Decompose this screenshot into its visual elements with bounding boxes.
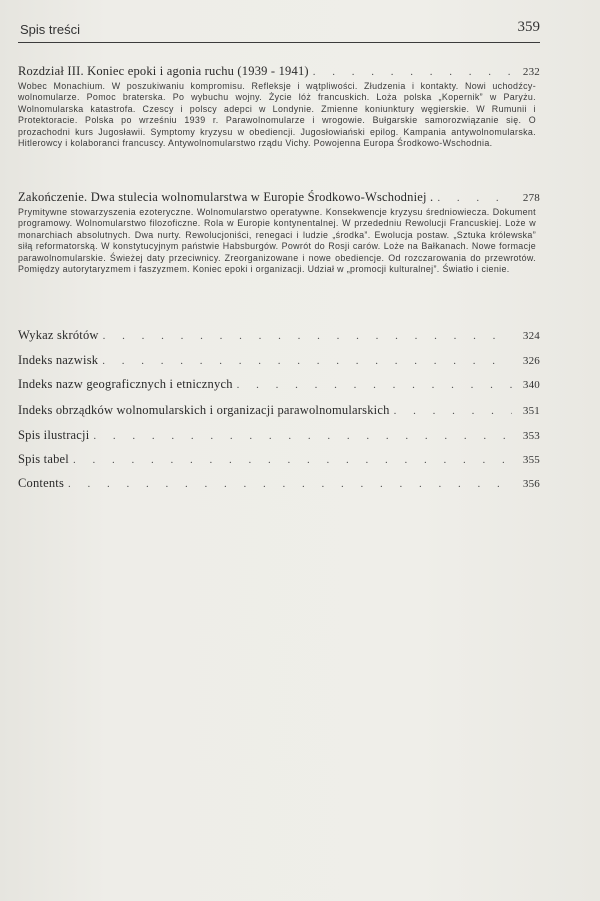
toc-page-number: 326 [522,355,540,367]
toc-page-number: 278 [522,192,540,204]
toc-page-number: 340 [522,379,540,391]
toc-page-number: 324 [522,330,540,342]
toc-entry [18,475,540,492]
dot-leader [313,64,512,80]
toc-chapter [18,189,540,275]
toc-chapter-summary: Wobec Monachium. W poszukiwaniu kompromisu. Refleksje i wątpliwości. Złudzenia i kontakty. Nowi uchodźcy-wolnomularze. Pomoc braterska. Po wybuchu wojny. Życie lóż francuskich. Loża polska „Kopernik” w Paryżu. Wolnomularska katastrofa. Czescy i polscy adepci w Londynie. Zmienne koniunktury węgierskie. W Rumunii i Protektoracie. Polska po wrześniu 1939 r. Parawolnomularze i wrogowie. Bułgarskie samorozwiązanie się. O prozachodni kurs Jugosławii. Symptomy kryzysu w obediencji. Jugosłowiański epilog. Kampania antywolnomularska. Hitlerowcy i kolaboranci francuscy. Antywolnomularstwo rządu Vichy. Powojenna Europa Środkowo-Wschodnia. [18,81,536,149]
toc-entry [18,376,540,393]
toc-entry-title: Indeks obrządków wolnomularskich i organizacji parawolnomularskich [18,403,390,417]
dot-leader [68,476,512,492]
dot-leader [93,428,512,444]
dot-leader [394,403,512,419]
toc-entry-title: Indeks nazw geograficznych i etnicznych [18,377,233,391]
toc-chapter-summary: Prymitywne stowarzyszenia ezoteryczne. Wolnomularstwo operatywne. Konsekwencje kryzysu średniowiecza. Dokument programowy. Wolnomularstwo filozoficzne. Rola w Europie kontynentalnej. W przededniu Rewolucji Francuskiej. Loże w monarchiach absolutnych. Dwa nurty. Rewolucjoniści, renegaci i ludzie „środka”. Ewolucja postaw. „Sztuka królewska” siłą reformatorską. W konstytucyjnym państwie Habsburgów. Powrót do Rosji carów. Loże na Bałkanach. Nowe formacje parawolnomularskie. Świeżej daty przeciwnicy. Zreorganizowane i nowe obediencje. Od rozczarowania do przewrotów. Pomiędzy autorytaryzmem i faszyzmem. Koniec epoki i organizacji. Udział w „promocji kulturalnej”. Światło i cienie. [18,207,536,275]
toc-chapter-row [18,189,540,206]
toc-entry [18,451,540,468]
toc-entry [18,352,540,369]
toc-entry [18,402,540,419]
toc-page-number: 355 [522,454,540,466]
toc-chapter-row [18,63,540,80]
toc-entry [18,327,540,344]
dot-leader [437,190,512,206]
toc-entry-title: Spis ilustracji [18,428,90,442]
header-title: Spis treści [20,22,80,37]
toc-chapter [18,63,540,149]
toc-page-number: 356 [522,478,540,490]
toc-chapter-title: Rozdział III. Koniec epoki i agonia ruchu (1939 - 1941) [18,64,309,78]
toc-entry [18,427,540,444]
toc-entry-title: Indeks nazwisk [18,353,99,367]
header-page-number: 359 [517,19,540,35]
toc-page-number: 353 [522,430,540,442]
dot-leader [103,328,512,344]
toc-entry-title: Spis tabel [18,452,69,466]
dot-leader [102,353,512,369]
toc-page-number: 351 [522,405,540,417]
toc-entry-title: Contents [18,476,65,490]
toc-entry-title: Wykaz skrótów [18,328,99,342]
running-header [18,18,540,43]
toc-page-number: 232 [522,66,540,78]
dot-leader [73,452,512,468]
toc-chapter-title: Zakończenie. Dwa stulecia wolnomularstwa w Europie Środkowo-Wschodniej . [18,190,434,204]
dot-leader [237,377,512,393]
